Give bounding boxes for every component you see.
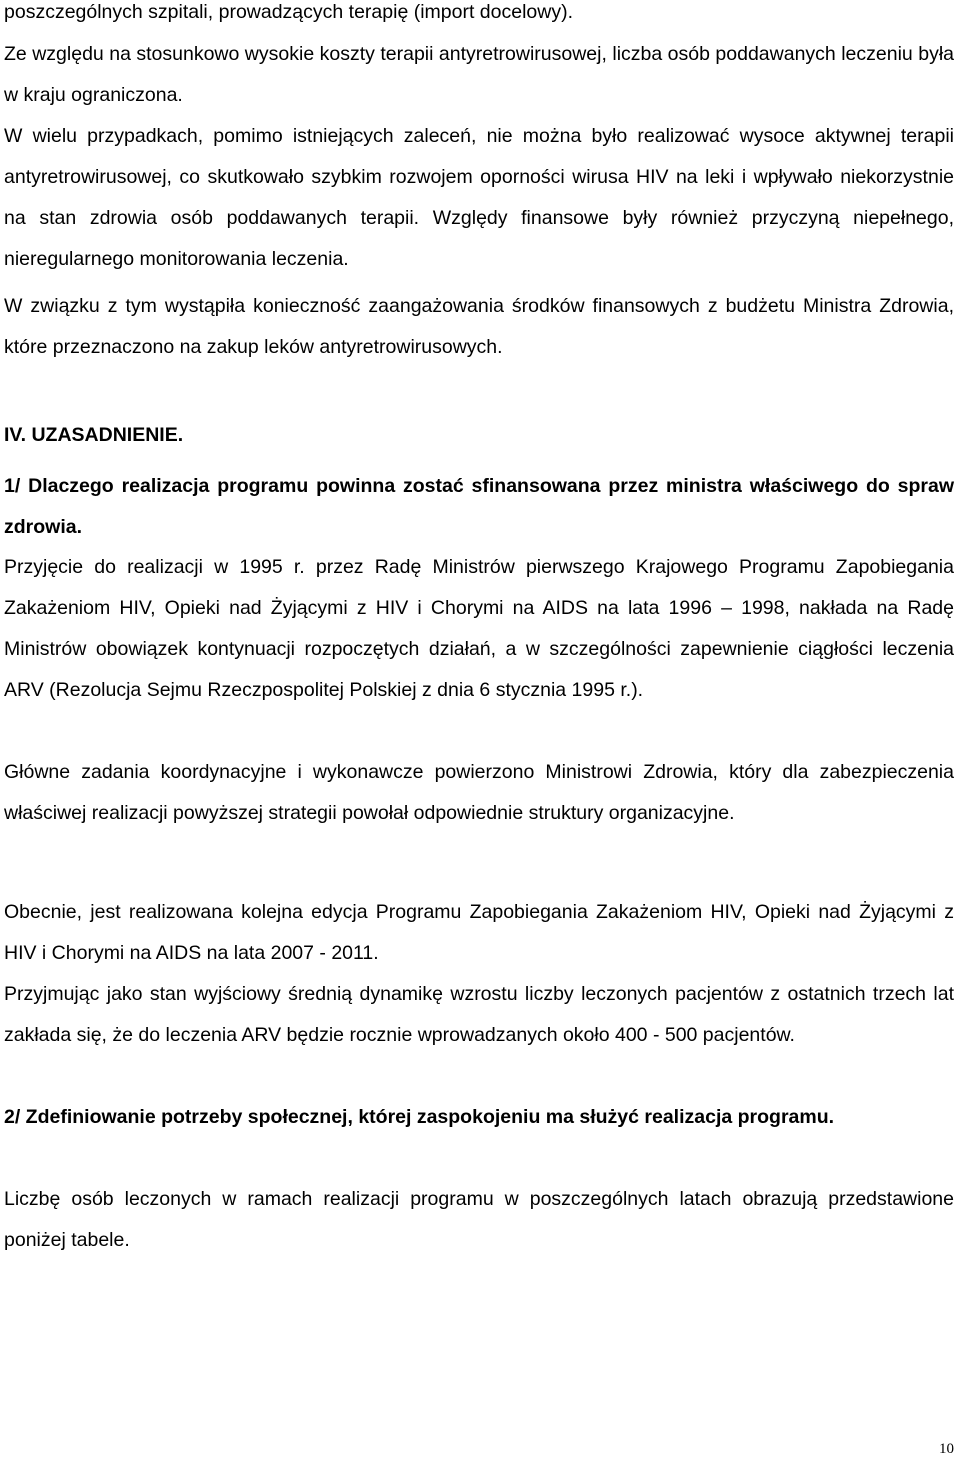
paragraph-koszty-terapii: Ze względu na stosunkowo wysokie koszty terapii antyretrowirusowej, liczba osób poddawanych leczeniu była w kraju ograniczona.: [4, 43, 954, 106]
page-number: 10: [939, 1441, 954, 1457]
section-heading-uzasadnienie: IV. UZASADNIENIE.: [4, 424, 184, 446]
paragraph-import-docelowy: poszczególnych szpitali, prowadzących terapię (import docelowy).: [4, 1, 574, 23]
paragraph-dynamika-wzrostu: Przyjmując jako stan wyjściowy średnią dynamikę wzrostu liczby leczonych pacjentów z ostatnich trzech lat zakłada się, że do leczenia ARV będzie rocznie wprowadzanych około 400 - 500 pacjentów.: [4, 983, 954, 1046]
paragraph-tabele: Liczbę osób leczonych w ramach realizacji programu w poszczególnych latach obrazują przedstawione poniżej tabele.: [4, 1188, 954, 1251]
paragraph-program-1995: Przyjęcie do realizacji w 1995 r. przez Radę Ministrów pierwszego Krajowego Programu Zapobiegania Zakażeniom HIV, Opieki nad Żyjącymi z HIV i Chorymi na AIDS na lata 1996 – 1998, nakłada na Radę Ministrów obowiązek kontynuacji rozpoczętych działań, a w szczególności zapewnienie ciągłości leczenia ARV (Rezolucja Sejmu Rzeczpospolitej Polskiej z dnia 6 stycznia 1995 r.).: [4, 556, 954, 701]
paragraph-budzet-ministra: W związku z tym wystąpiła konieczność zaangażowania środków finansowych z budżetu Ministra Zdrowia, które przeznaczono na zakup leków antyretrowirusowych.: [4, 295, 954, 358]
paragraph-opornosc-wirusa: W wielu przypadkach, pomimo istniejących zaleceń, nie można było realizować wysoce aktywnej terapii antyretrowirusowej, co skutkowało szybkim rozwojem oporności wirusa HIV na leki i wpływało niekorzystnie na stan zdrowia osób poddawanych terapii. Względy finansowe były również przyczyną niepełnego, nieregularnego monitorowania leczenia.: [4, 125, 954, 270]
paragraph-obecna-edycja: Obecnie, jest realizowana kolejna edycja Programu Zapobiegania Zakażeniom HIV, Opieki nad Żyjącymi z HIV i Chorymi na AIDS na lata 2007 - 2011.: [4, 901, 954, 964]
subsection-heading-2: 2/ Zdefiniowanie potrzeby społecznej, której zaspokojeniu ma służyć realizacja programu.: [4, 1106, 835, 1128]
paragraph-zadania-koordynacyjne: Główne zadania koordynacyjne i wykonawcze powierzono Ministrowi Zdrowia, który dla zabezpieczenia właściwej realizacji powyższej strategii powołał odpowiednie struktury organizacyjne.: [4, 761, 954, 824]
subsection-heading-1: 1/ Dlaczego realizacja programu powinna zostać sfinansowana przez ministra właściwego do spraw zdrowia.: [4, 475, 954, 538]
